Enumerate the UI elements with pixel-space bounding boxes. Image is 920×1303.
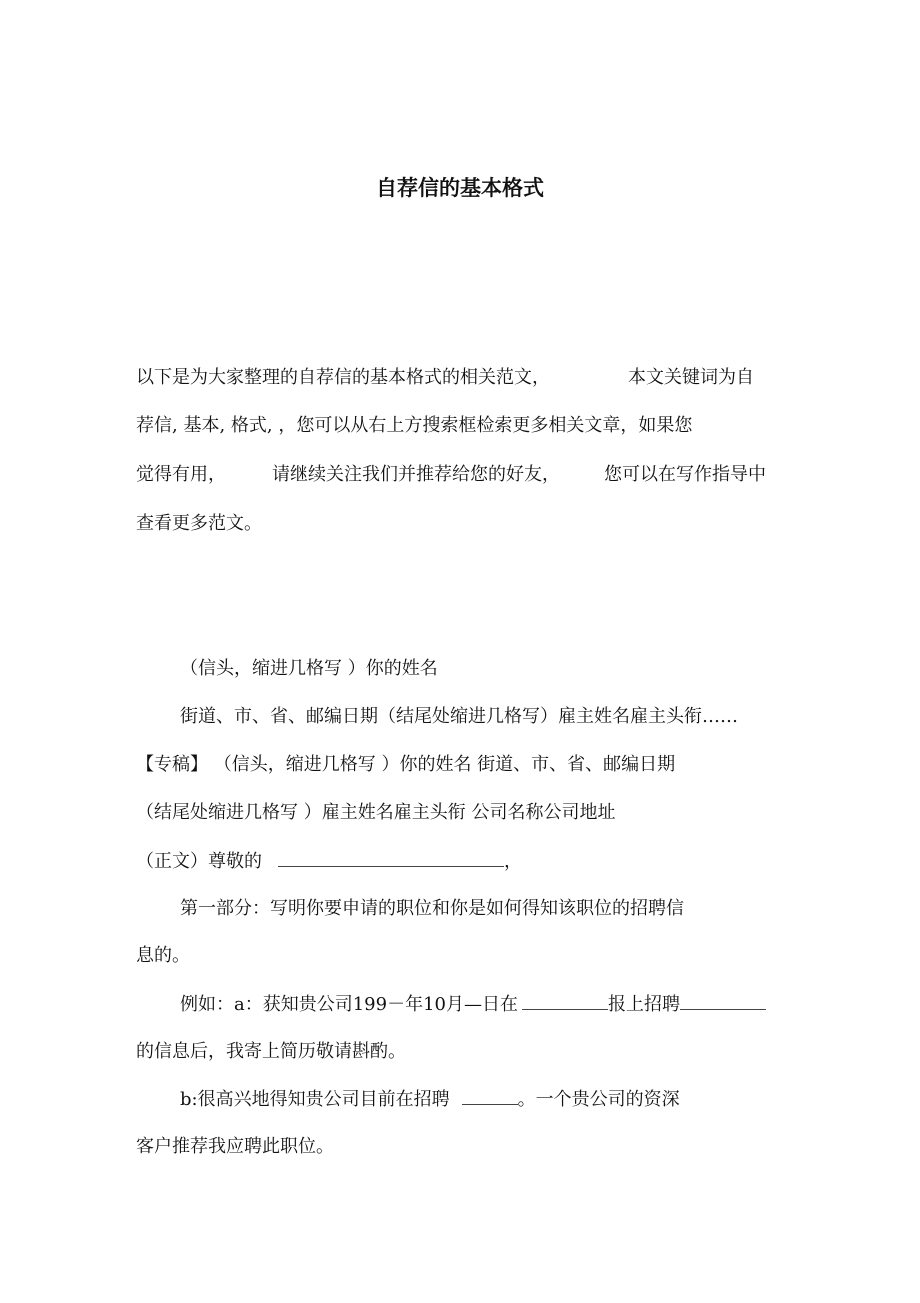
intro-line-1-part-a: 以下是为大家整理的自荐信的基本格式的相关范文， <box>136 367 550 388</box>
salutation-blank <box>278 849 504 867</box>
example-a-text-2: 报上招聘 <box>608 994 680 1015</box>
example-a-blank-2 <box>680 992 766 1010</box>
body-salutation-line <box>136 849 522 874</box>
body-example-b-line-cont: 客户推荐我应聘此职位。 <box>136 1136 334 1157</box>
body-letterhead-line: （信头，缩进几格写 ）你的姓名 <box>180 658 438 679</box>
body-part-one-line: 第一部分：写明你要申请的职位和你是如何得知该职位的招聘信 <box>180 898 684 919</box>
page-title: 自荐信的基本格式 <box>376 176 544 200</box>
body-example-b-line <box>180 1087 680 1112</box>
intro-line-1 <box>136 366 754 390</box>
example-a-blank-1 <box>522 992 608 1010</box>
example-b-blank <box>462 1087 518 1105</box>
body-example-a-line-cont: 的信息后，我寄上简历敬请斟酌。 <box>136 1041 406 1062</box>
salutation-text: （正文）尊敬的 <box>136 851 262 872</box>
example-b-text-2: 。一个贵公司的资深 <box>517 1089 680 1110</box>
intro-line-1-part-b: 本文关键词为自 <box>628 367 754 388</box>
example-b-text: b:很高兴地得知贵公司目前在招聘 <box>180 1089 450 1110</box>
body-feature-line: 【专稿】 （信头，缩进几格写 ）你的姓名 街道、市、省、邮编日期 <box>136 754 676 775</box>
body-example-a-line <box>180 992 766 1017</box>
intro-line-4: 查看更多范文。 <box>136 513 262 534</box>
salutation-comma: ， <box>504 851 522 872</box>
body-address-line: 街道、市、省、邮编日期（结尾处缩进几格写）雇主姓名雇主头衔…… <box>180 706 738 727</box>
intro-line-3-part-b: 请继续关注我们并推荐给您的好友， <box>272 464 560 485</box>
body-part-one-line-cont: 息的。 <box>136 945 190 966</box>
body-employer-line: （结尾处缩进几格写 ）雇主姓名雇主头衔 公司名称公司地址 <box>136 802 616 823</box>
intro-line-3-part-c: 您可以在写作指导中 <box>604 464 766 485</box>
intro-line-2: 荐信, 基本, 格式, ，您可以从右上方搜索框检索更多相关文章，如果您 <box>136 415 693 436</box>
intro-line-3 <box>136 463 766 487</box>
example-a-text: 例如：a：获知贵公司199－年10月—日在 <box>180 994 518 1015</box>
intro-line-3-part-a: 觉得有用， <box>136 464 226 485</box>
